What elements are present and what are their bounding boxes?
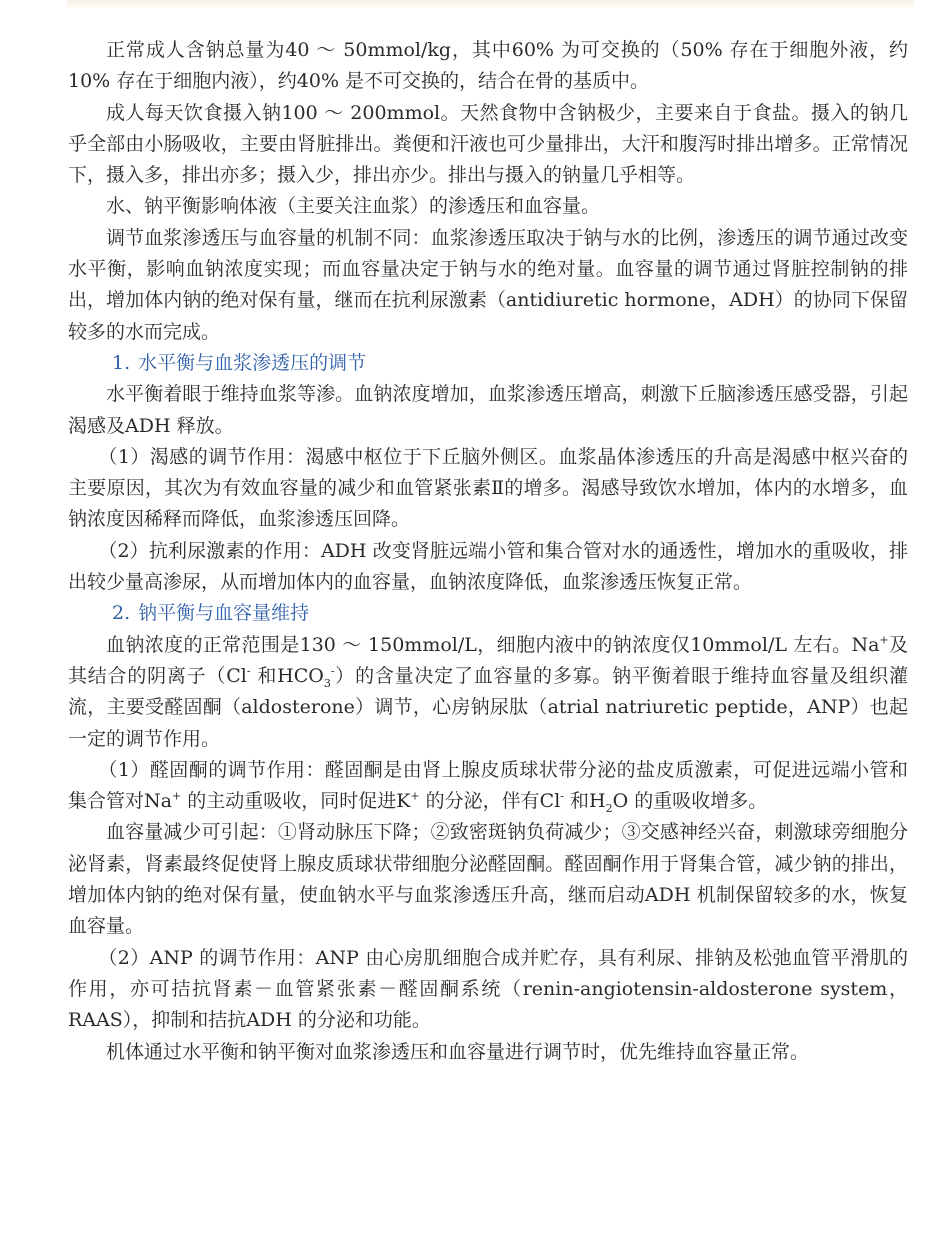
section-number: 1. [112, 351, 131, 374]
paragraph-sodium-total: 正常成人含钠总量为40 ～ 50mmol/kg，其中60% 为可交换的（50% 存在于细胞外液，约10% 存在于细胞内液），约40% 是不可交换的，结合在骨的基质中。 [68, 39, 908, 93]
subscript: 3 [323, 676, 331, 690]
text-run: 的分泌，伴有Cl [419, 790, 561, 813]
superscript: + [171, 789, 182, 803]
text-run: ）的含量决定了血容量的多寡。钠平衡着眼于维持血容量及组织灌流，主要受醛固酮（aldosterone）调节，心房钠尿肽（atrial natriuretic peptide，ANP）也起一定的调节作用。 [68, 664, 908, 750]
superscript: + [410, 789, 420, 803]
section-title: 水平衡与血浆渗透压的调节 [138, 351, 367, 374]
superscript: - [246, 664, 251, 678]
paragraph-serum-sodium [68, 630, 908, 755]
text-run: 及其结合的阴离子（Cl [68, 633, 908, 687]
paragraph-regulation-mechanism: 调节血浆渗透压与血容量的机制不同：血浆渗透压取决于钠与水的比例，渗透压的调节通过改变水平衡，影响血钠浓度实现；而血容量决定于钠与水的绝对量。血容量的调节通过肾脏控制钠的排出，增加体内钠的绝对保有量，继而在抗利尿激素（antidiuretic hormone，ADH）的协同下保留较多的水而完成。 [68, 226, 908, 343]
text-run: 和H [564, 790, 606, 813]
paragraph-water-balance: 水平衡着眼于维持血浆等渗。血钠浓度增加，血浆渗透压增高，刺激下丘脑渗透压感受器，引起渴感及ADH 释放。 [68, 383, 908, 437]
paragraph-thirst-regulation: （1）渴感的调节作用：渴感中枢位于下丘脑外侧区。血浆晶体渗透压的升高是渴感中枢兴奋的主要原因，其次为有效血容量的减少和血管紧张素Ⅱ的增多。渴感导致饮水增加，体内的水增多，血钠浓度因稀释而降低，血浆渗透压回降。 [68, 445, 908, 531]
top-decorative-band [66, 0, 914, 8]
document-body [68, 35, 908, 1068]
text-run: （1）醛固酮的调节作用：醛固酮是由肾上腺皮质球状带分泌的盐皮质激素，可促进远端小管和集合管对Na [68, 758, 908, 813]
paragraph-anp-action: （2）ANP 的调节作用：ANP 由心房肌细胞合成并贮存，具有利尿、排钠及松弛血管平滑肌的作用，亦可拮抗肾素－血管紧张素－醛固酮系统（renin-angiotensin-aldosterone system，RAAS），抑制和拮抗ADH 的分泌和功能。 [68, 946, 908, 1032]
superscript: - [330, 664, 335, 678]
text-run: 和HCO [250, 664, 324, 687]
paragraph-aldosterone-action [68, 755, 908, 818]
paragraph-water-sodium-balance: 水、钠平衡影响体液（主要关注血浆）的渗透压和血容量。 [106, 195, 601, 218]
paragraph-sodium-intake: 成人每天饮食摄入钠100 ～ 200mmol。天然食物中含钠极少，主要来自于食盐。摄入的钠几乎全部由小肠吸收，主要由肾脏排出。粪便和汗液也可少量排出，大汗和腹泻时排出增多。正常情况下，摄入多，排出亦多；摄入少，排出亦少。排出与摄入的钠量几乎相等。 [68, 101, 908, 187]
paragraph-adh-action: （2）抗利尿激素的作用：ADH 改变肾脏远端小管和集合管对水的通透性，增加水的重吸收，排出较少量高渗尿，从而增加体内的血容量，血钠浓度降低，血浆渗透压恢复正常。 [68, 539, 908, 594]
text-run: 的主动重吸收，同时促进K [181, 790, 411, 813]
section-number: 2. [112, 602, 131, 625]
paragraph-conclusion: 机体通过水平衡和钠平衡对血浆渗透压和血容量进行调节时，优先维持血容量正常。 [106, 1040, 810, 1063]
paragraph-volume-decrease: 血容量减少可引起：①肾动脉压下降；②致密斑钠负荷减少；③交感神经兴奋，刺激球旁细胞分泌肾素，肾素最终促使肾上腺皮质球状带细胞分泌醛固酮。醛固酮作用于肾集合管，减少钠的排出，增加体内钠的绝对保有量，使血钠水平与血浆渗透压升高，继而启动ADH 机制保留较多的水，恢复血容量。 [68, 821, 908, 938]
section-heading-sodium-balance [68, 598, 908, 629]
superscript: + [879, 633, 889, 647]
superscript: - [560, 789, 565, 803]
text-run: 血钠浓度的正常范围是130 ～ 150mmol/L，细胞内液中的钠浓度仅10mmol/L 左右。Na [106, 633, 880, 656]
section-title: 钠平衡与血容量维持 [138, 602, 310, 625]
section-heading-water-balance [68, 348, 908, 379]
text-run: O 的重吸收增多。 [612, 790, 768, 813]
subscript: 2 [605, 801, 613, 815]
